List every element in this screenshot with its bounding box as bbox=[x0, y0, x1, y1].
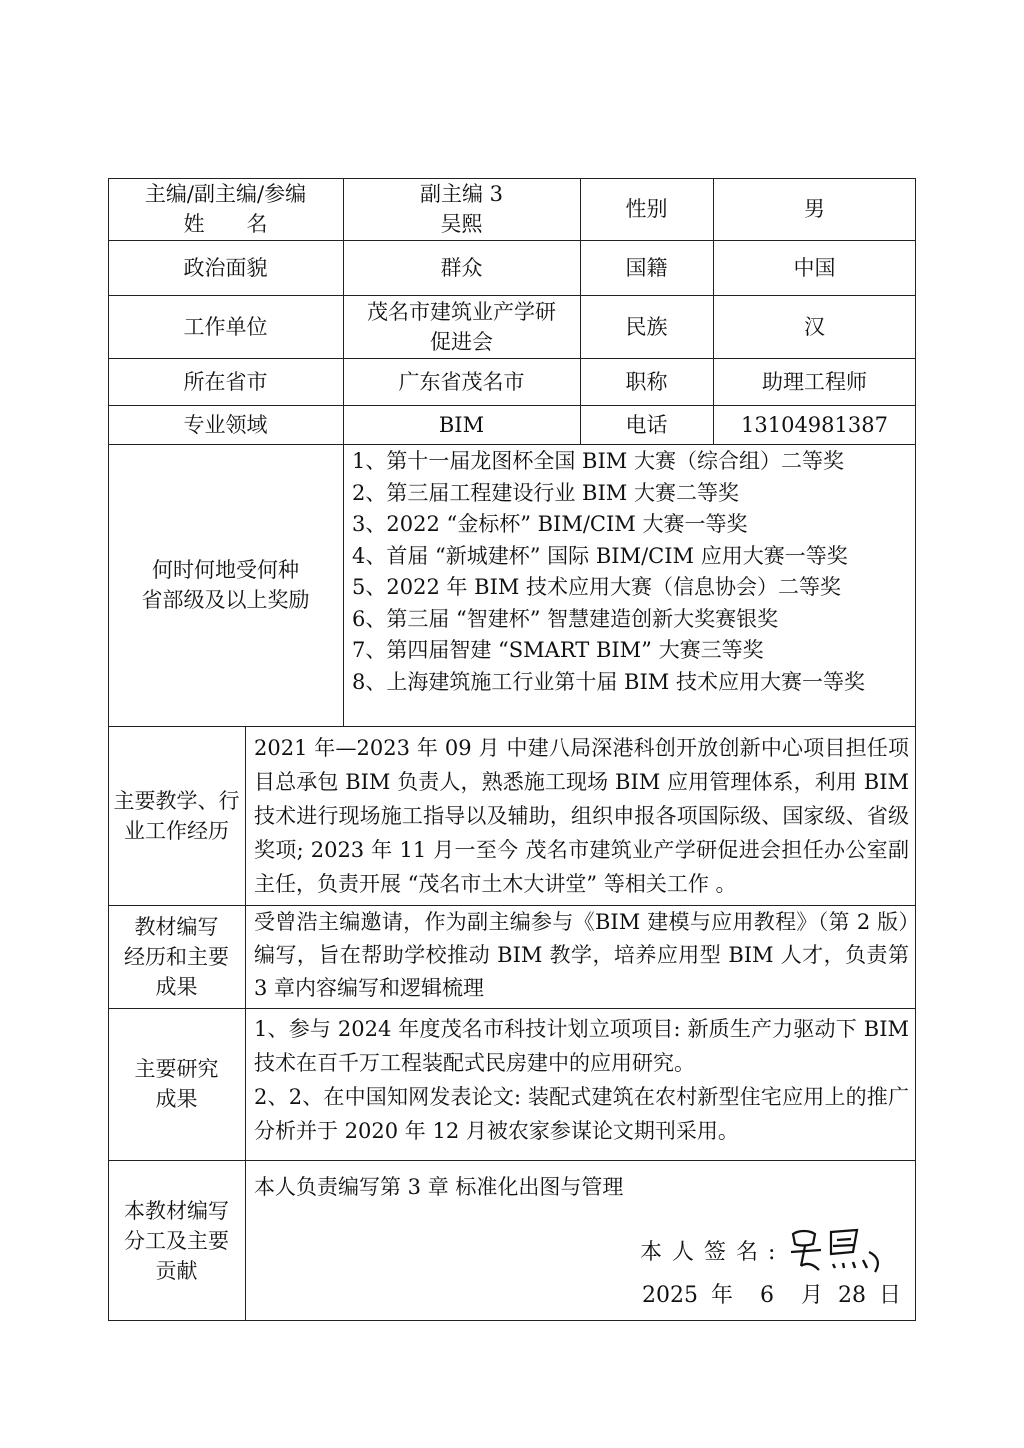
award-item: 6、第三届 “智建杯” 智慧建造创新大奖赛银奖 bbox=[352, 606, 779, 631]
date-day-unit: 日 bbox=[879, 1283, 902, 1308]
experience-label-line2: 业工作经历 bbox=[124, 818, 229, 843]
ethnicity-value: 汉 bbox=[804, 314, 825, 339]
textbook-text: 受曾浩主编邀请，作为副主编参与《BIM 建模与应用教程》（第 2 版）编写，旨在帮助学校推动 BIM 教学，培养应用型 BIM 人才，负责第 3 章内容编写和逻辑梳理 bbox=[254, 910, 909, 1000]
contribution-label bbox=[108, 1160, 245, 1321]
nationality-value: 中国 bbox=[793, 255, 836, 280]
award-item: 2、第三届工程建设行业 BIM 大赛二等奖 bbox=[352, 480, 739, 505]
experience-text: 2021 年—2023 年 09 月 中建八局深港科创开放创新中心项目担任项目总承包 BIM 负责人，熟悉施工现场 BIM 应用管理体系，利用 BIM 技术进行现场施工指导以及辅助，组织申报各项国际级、国家级、省级奖项; 2023 年 11 月一至今 茂名市建筑业产学研促进会担任办公室副主任，负责开展 “茂名市土木大讲堂” 等相关工作 。 bbox=[254, 736, 909, 896]
political-label: 政治面貌 bbox=[183, 255, 268, 280]
date-year-unit: 年 bbox=[711, 1283, 734, 1308]
name-label-line1: 主编/副主编/参编 bbox=[144, 182, 307, 206]
ethnicity-label: 民族 bbox=[625, 314, 668, 339]
awards-label-line1: 何时何地受何种 bbox=[152, 558, 299, 582]
contribution-label-line3: 贡献 bbox=[155, 1258, 198, 1283]
employer-value bbox=[343, 295, 580, 358]
textbook-label bbox=[108, 905, 245, 1008]
signature-date bbox=[642, 1278, 901, 1309]
role-value: 副主编 3 bbox=[419, 182, 504, 206]
awards-label bbox=[108, 444, 343, 726]
contribution-text: 本人负责编写第 3 章 标准化出图与管理 bbox=[254, 1175, 624, 1199]
job-title-value: 助理工程师 bbox=[762, 369, 867, 394]
gender-value: 男 bbox=[804, 197, 825, 221]
research-label-line2: 成果 bbox=[155, 1087, 198, 1111]
date-day: 28 bbox=[838, 1283, 867, 1308]
research-text bbox=[254, 1012, 909, 1148]
contribution-label-line2: 分工及主要 bbox=[124, 1228, 229, 1253]
award-item: 4、首届 “新城建杯” 国际 BIM/CIM 应用大赛一等奖 bbox=[352, 543, 848, 568]
textbook-label-line1: 教材编写 bbox=[134, 914, 219, 939]
signature-row bbox=[640, 1222, 899, 1278]
award-item: 3、2022 “金标杯” BIM/CIM 大赛一等奖 bbox=[352, 512, 748, 536]
field-value: BIM bbox=[438, 412, 485, 437]
name-label bbox=[108, 178, 343, 240]
phone-value: 13104981387 bbox=[741, 412, 888, 437]
date-year: 2025 bbox=[642, 1283, 698, 1308]
field-label: 专业领域 bbox=[183, 412, 268, 437]
award-item: 8、上海建筑施工行业第十届 BIM 技术应用大赛一等奖 bbox=[352, 669, 865, 694]
textbook-label-line2: 经历和主要 bbox=[124, 944, 229, 969]
nationality-label: 国籍 bbox=[625, 255, 668, 280]
award-item: 1、第十一届龙图杯全国 BIM 大赛（综合组）二等奖 bbox=[352, 449, 844, 473]
political-value: 群众 bbox=[440, 255, 483, 280]
research-item: 2、2、在中国知网发表论文: 装配式建筑在农村新型住宅应用上的推广分析并于 2020 年 12 月被农家参谋论文期刊采用。 bbox=[254, 1085, 909, 1143]
person-name: 吴熙 bbox=[440, 212, 483, 236]
table-divider bbox=[245, 726, 246, 1321]
award-item: 5、2022 年 BIM 技术应用大赛（信息协会）二等奖 bbox=[352, 575, 842, 599]
employer-label: 工作单位 bbox=[183, 314, 268, 339]
contribution-label-line1: 本教材编写 bbox=[124, 1198, 229, 1223]
date-month-unit: 月 bbox=[801, 1283, 824, 1308]
employer-value-line2: 促进会 bbox=[430, 329, 493, 354]
location-label: 所在省市 bbox=[183, 369, 268, 394]
signature-mark bbox=[787, 1222, 899, 1278]
award-item: 7、第四届智建 “SMART BIM” 大赛三等奖 bbox=[352, 638, 764, 662]
research-item: 1、参与 2024 年度茂名市科技计划立项项目: 新质生产力驱动下 BIM 技术在百千万工程装配式民房建中的应用研究。 bbox=[254, 1017, 909, 1075]
awards-list bbox=[352, 446, 912, 698]
job-title-label: 职称 bbox=[625, 369, 668, 394]
research-label bbox=[108, 1008, 245, 1160]
date-month: 6 bbox=[760, 1283, 775, 1308]
employer-value-line1: 茂名市建筑业产学研 bbox=[367, 299, 556, 324]
phone-label: 电话 bbox=[625, 412, 668, 437]
name-label-line2: 姓 名 bbox=[183, 212, 268, 236]
signature-label: 本人签名: bbox=[640, 1239, 786, 1265]
gender-label: 性别 bbox=[625, 197, 668, 221]
research-label-line1: 主要研究 bbox=[134, 1057, 219, 1081]
experience-label bbox=[108, 726, 245, 905]
location-value: 广东省茂名市 bbox=[398, 369, 525, 394]
experience-label-line1: 主要教学、行 bbox=[113, 788, 240, 813]
textbook-label-line3: 成果 bbox=[155, 974, 198, 999]
awards-label-line2: 省部级及以上奖励 bbox=[141, 588, 310, 612]
name-value bbox=[343, 178, 580, 240]
